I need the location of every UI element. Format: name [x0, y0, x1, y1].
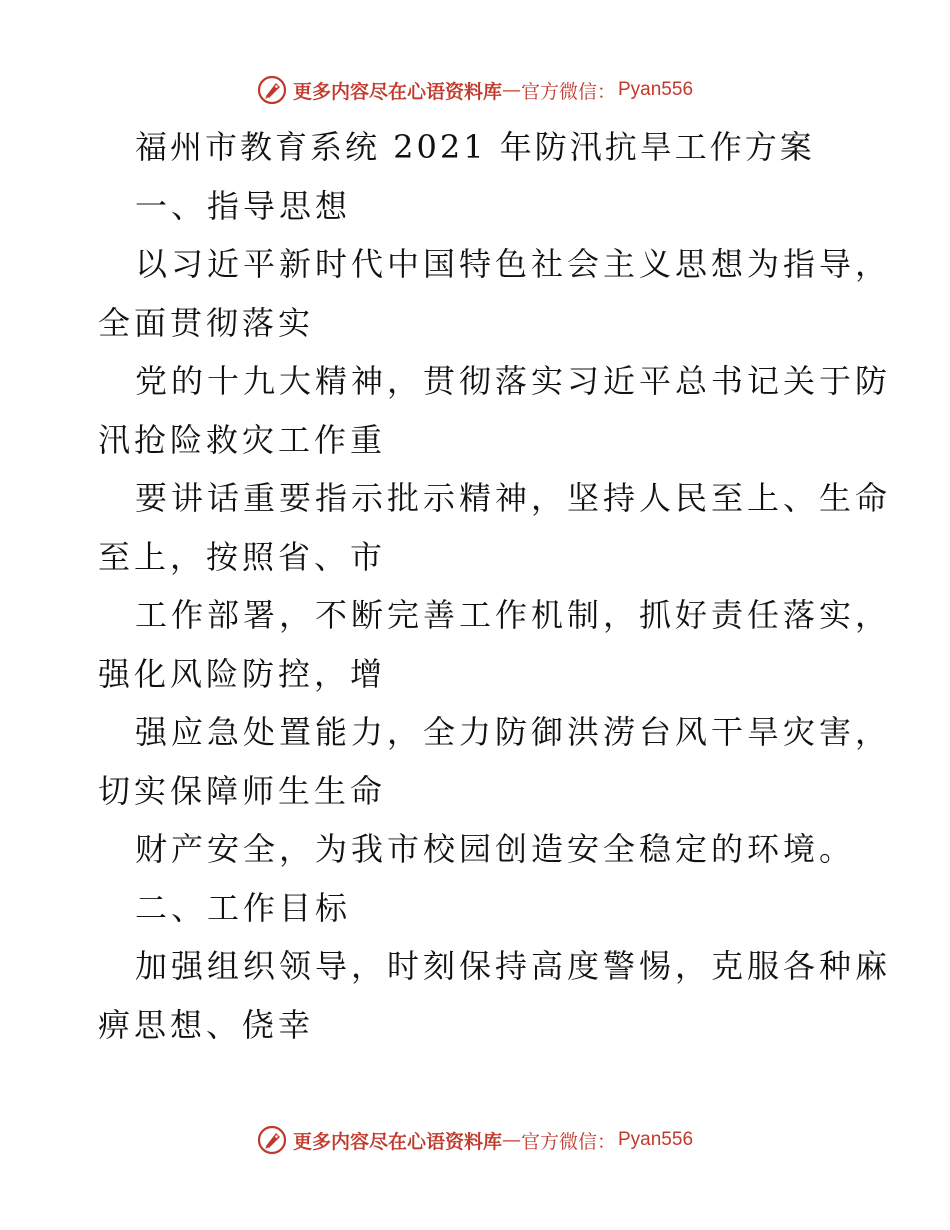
watermark-banner-top: [0, 70, 950, 110]
document-line: 痹思想、侥幸: [98, 1005, 315, 1044]
document-line: 党的十九大精神，贯彻落实习近平总书记关于防: [135, 362, 892, 400]
document-body: [98, 118, 892, 1054]
watermark-wechat-id: Pyan556: [618, 1129, 694, 1150]
watermark-text: 更多内容尽在心语资料库: [292, 1130, 502, 1153]
document-line: 强应急处置能力，全力防御洪涝台风干旱灾害，: [135, 713, 892, 751]
document-line: 汛抢险救灾工作重: [98, 420, 387, 459]
watermark-dash: —: [501, 79, 521, 101]
document-line: 加强组织领导，时刻保持高度警惕，克服各种麻: [135, 947, 892, 985]
watermark-wechat-label: 官方微信：: [520, 80, 616, 103]
document-line: 要讲话重要指示批示精神，坚持人民至上、生命: [135, 479, 892, 517]
pen-nib-logo-icon: [257, 75, 287, 105]
document-line: 全面贯彻落实: [98, 303, 315, 342]
document-line: 财产安全，为我市校园创造安全稳定的环境。: [135, 830, 856, 868]
document-lines: [98, 177, 892, 1055]
document-line: 强化风险防控，增: [98, 654, 387, 693]
document-line: 二、工作目标: [135, 888, 352, 927]
document-line: 一、指导思想: [135, 186, 352, 225]
document-title: 福州市教育系统 2021 年防汛抗旱工作方案: [135, 128, 815, 166]
document-line: 以习近平新时代中国特色社会主义思想为指导，: [135, 245, 892, 283]
watermark-wechat-label: 官方微信：: [520, 1130, 616, 1153]
watermark-dash: —: [501, 1129, 521, 1151]
document-line: 切实保障师生生命: [98, 771, 387, 810]
watermark-text: 更多内容尽在心语资料库: [292, 80, 502, 103]
watermark-banner-bottom: [0, 1120, 950, 1160]
pen-nib-logo-icon: [257, 1125, 287, 1155]
watermark-wechat-id: Pyan556: [618, 79, 694, 100]
document-line: 工作部署，不断完善工作机制，抓好责任落实，: [135, 596, 892, 634]
document-line: 至上，按照省、市: [98, 537, 387, 576]
